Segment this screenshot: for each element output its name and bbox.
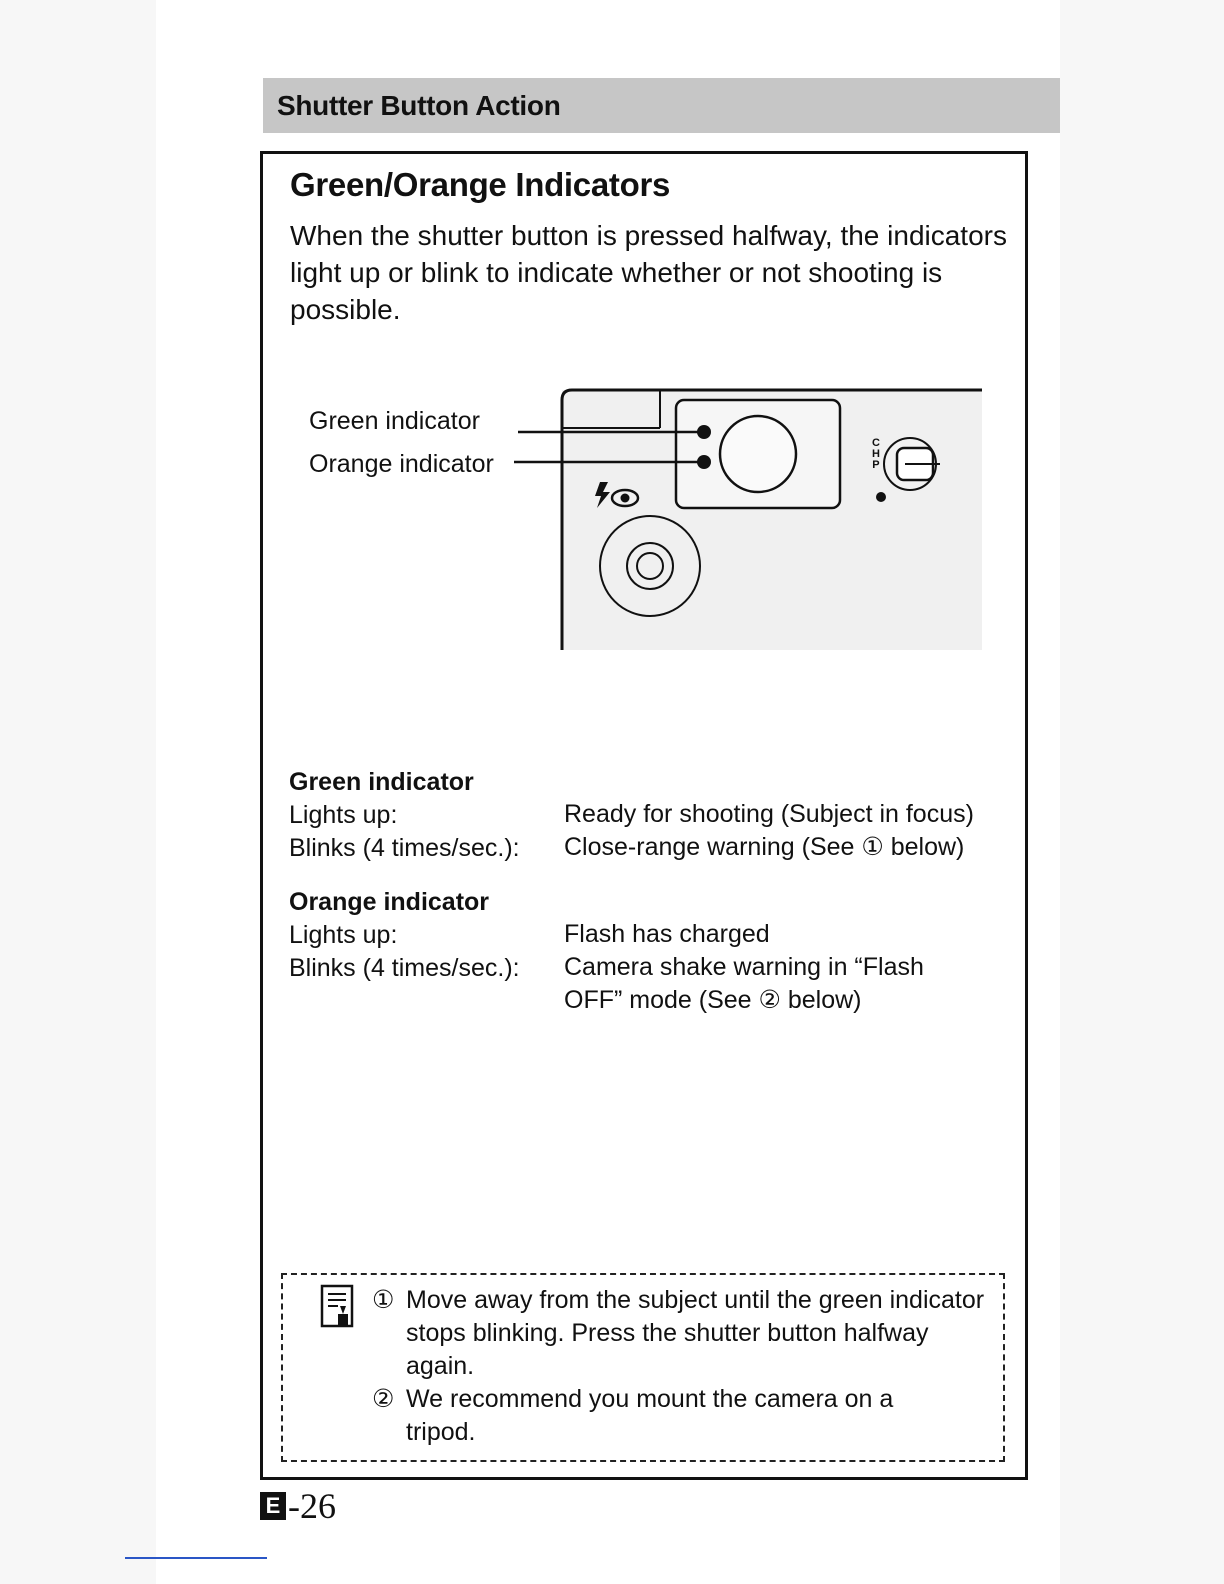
section-title-bar xyxy=(263,78,1060,133)
orange-indicator-label: Orange indicator xyxy=(309,450,494,478)
dial-letter: P xyxy=(872,459,880,471)
note-number: ① xyxy=(372,1286,395,1314)
orange-lights-label: Lights up: xyxy=(289,921,398,949)
note-item-2 xyxy=(372,1383,966,1449)
note-item-1 xyxy=(372,1284,996,1383)
orange-blinks-label: Blinks (4 times/sec.): xyxy=(289,954,520,982)
intro-paragraph: When the shutter button is pressed halfway, the indicators light up or blink to indicate whether or not shooting is possible. xyxy=(290,220,1007,325)
green-blinks-value: Close-range warning (See ① below) xyxy=(564,833,965,861)
note-icon xyxy=(320,1284,356,1337)
page-number-text: -26 xyxy=(288,1486,336,1526)
mode-dial-letters xyxy=(872,438,880,471)
page-number xyxy=(260,1485,336,1527)
page-margin-right xyxy=(1060,0,1224,1584)
note-text: We recommend you mount the camera on a tripod. xyxy=(406,1385,894,1446)
green-blinks-label: Blinks (4 times/sec.): xyxy=(289,834,520,862)
dial-letter: H xyxy=(872,448,880,460)
note-number: ② xyxy=(372,1385,395,1413)
green-indicator-label: Green indicator xyxy=(309,407,480,435)
camera-diagram xyxy=(300,380,1000,660)
page-heading: Green/Orange Indicators xyxy=(290,166,671,203)
viewfinder-window xyxy=(720,416,796,492)
green-indicator-title: Green indicator xyxy=(289,768,474,796)
orange-blinks-value: Camera shake warning in “Flash OFF” mode (See ② below) xyxy=(564,953,924,1014)
section-title: Shutter Button Action xyxy=(277,89,561,121)
bottom-rule xyxy=(125,1557,267,1559)
green-indicator-dot xyxy=(697,425,711,439)
orange-lights-value: Flash has charged xyxy=(564,920,770,948)
orange-indicator-dot xyxy=(697,455,711,469)
green-lights-value: Ready for shooting (Subject in focus) xyxy=(564,800,974,828)
orange-indicator-title: Orange indicator xyxy=(289,888,490,916)
page-margin-left xyxy=(0,0,156,1584)
language-badge: E xyxy=(260,1492,286,1520)
mode-dial-marker xyxy=(876,492,886,502)
green-lights-label: Lights up: xyxy=(289,801,398,829)
dial-letter: C xyxy=(872,437,880,449)
note-text: Move away from the subject until the green indicator stops blinking. Press the shutter button halfway again. xyxy=(406,1286,985,1380)
